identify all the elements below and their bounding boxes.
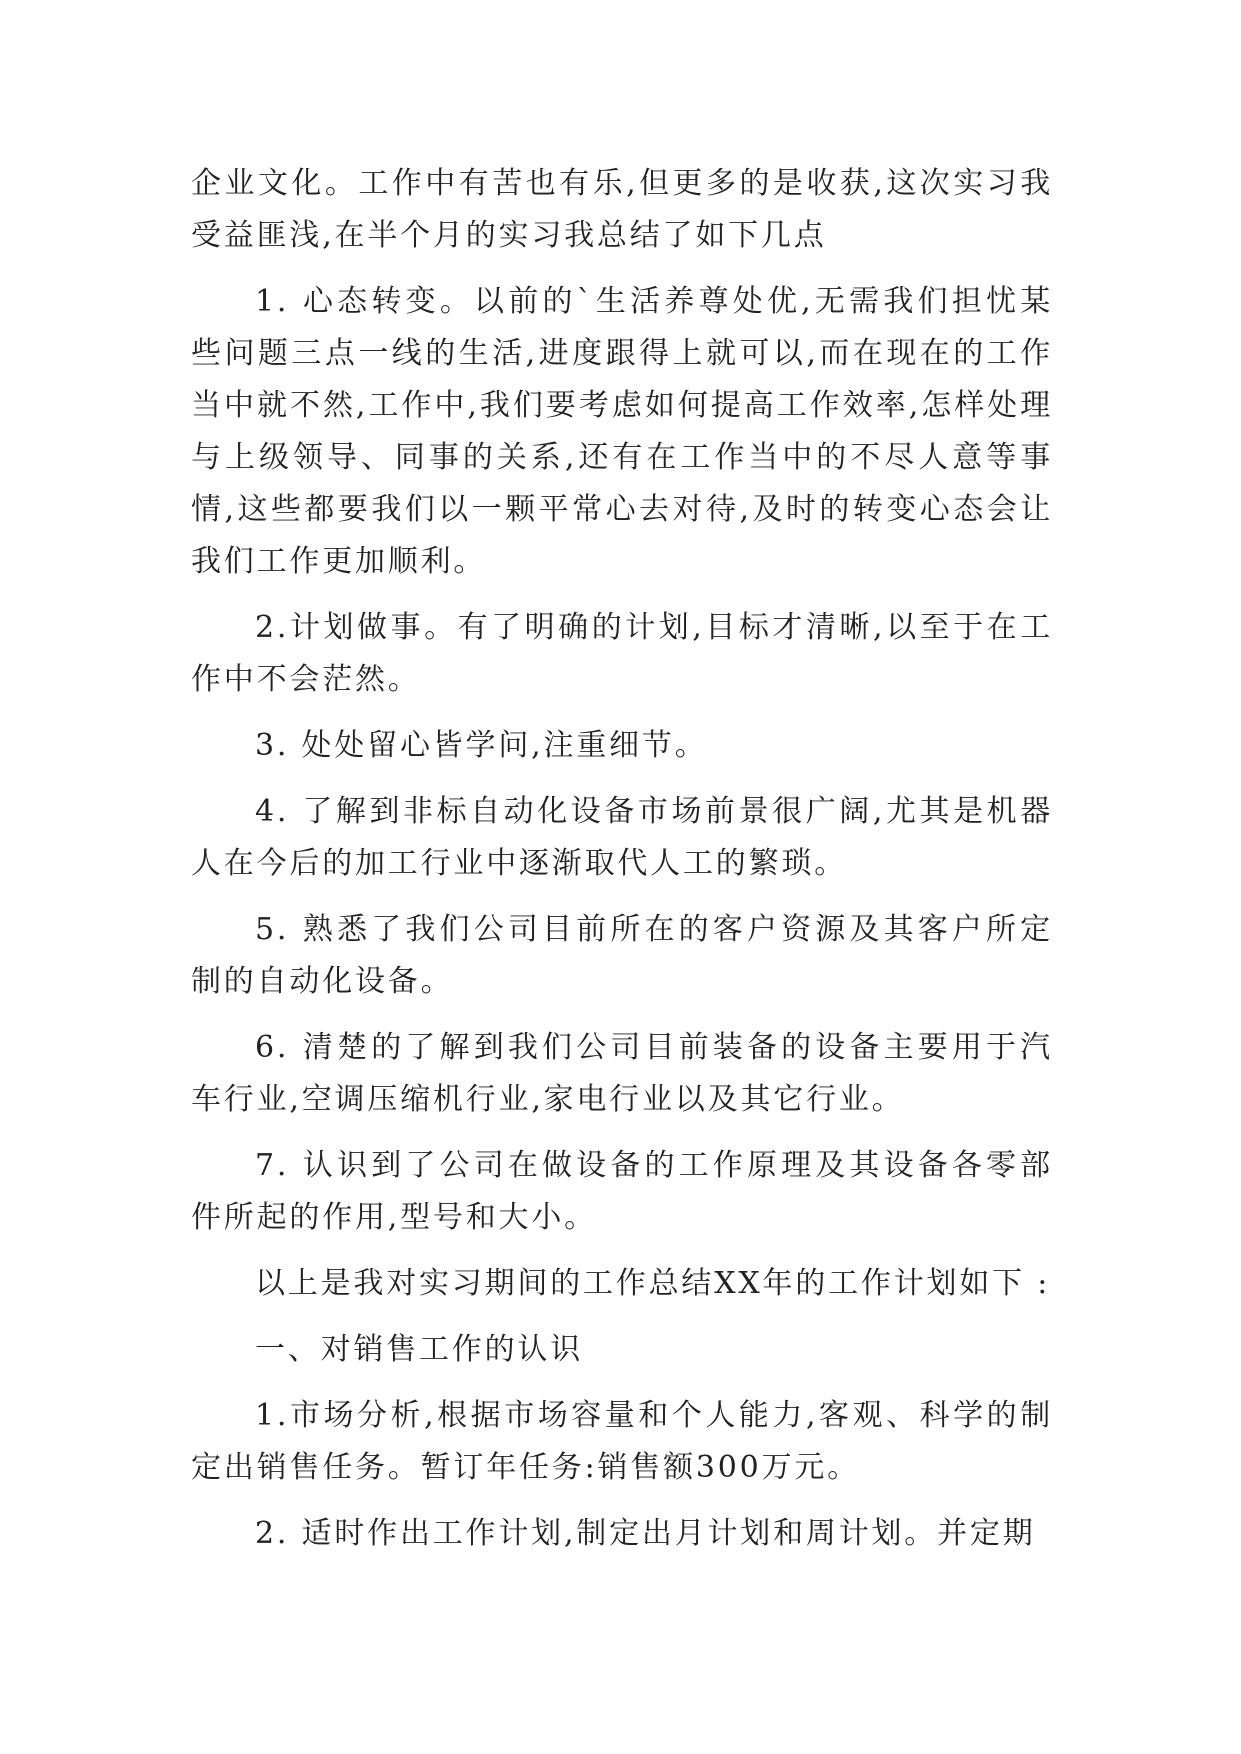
paragraph-summary: 以上是我对实习期间的工作总结XX年的工作计划如下 : <box>255 1266 1051 1301</box>
section-heading: 一、对销售工作的认识 <box>255 1332 583 1367</box>
paragraph-point-5: 5. 熟悉了我们公司目前所在的客户资源及其客户所定制的自动化设备。 <box>191 912 1053 999</box>
paragraph-point-2: 2.计划做事。有了明确的计划,目标才清晰,以至于在工作中不会茫然。 <box>191 610 1053 697</box>
document-body <box>191 158 1053 1574</box>
paragraph-point-4: 4. 了解到非标自动化设备市场前景很广阔,尤其是机器人在今后的加工行业中逐渐取代人工的繁琐。 <box>191 794 1053 881</box>
paragraph-continuation: 企业文化。工作中有苦也有乐,但更多的是收获,这次实习我受益匪浅,在半个月的实习我总结了如下几点 <box>191 166 1053 253</box>
paragraph-point-6: 6. 清楚的了解到我们公司目前装备的设备主要用于汽车行业,空调压缩机行业,家电行业以及其它行业。 <box>191 1030 1053 1117</box>
paragraph-point-7: 7. 认识到了公司在做设备的工作原理及其设备各零部件所起的作用,型号和大小。 <box>191 1148 1053 1235</box>
paragraph-point-3: 3. 处处留心皆学问,注重细节。 <box>255 728 708 763</box>
paragraph-point-1: 1. 心态转变。以前的`生活养尊处优,无需我们担忧某些问题三点一线的生活,进度跟得上就可以,而在现在的工作当中就不然,工作中,我们要考虑如何提高工作效率,怎样处理与上级领导、同事的关系,还有在工作当中的不尽人意等事情,这些都要我们以一颗平常心去对待,及时的转变心态会让我们工作更加顺利。 <box>191 284 1053 579</box>
paragraph-plan-2: 2. 适时作出工作计划,制定出月计划和周计划。并定期 <box>255 1516 1036 1551</box>
paragraph-plan-1: 1.市场分析,根据市场容量和个人能力,客观、科学的制定出销售任务。暂订年任务:销售额300万元。 <box>191 1398 1053 1485</box>
